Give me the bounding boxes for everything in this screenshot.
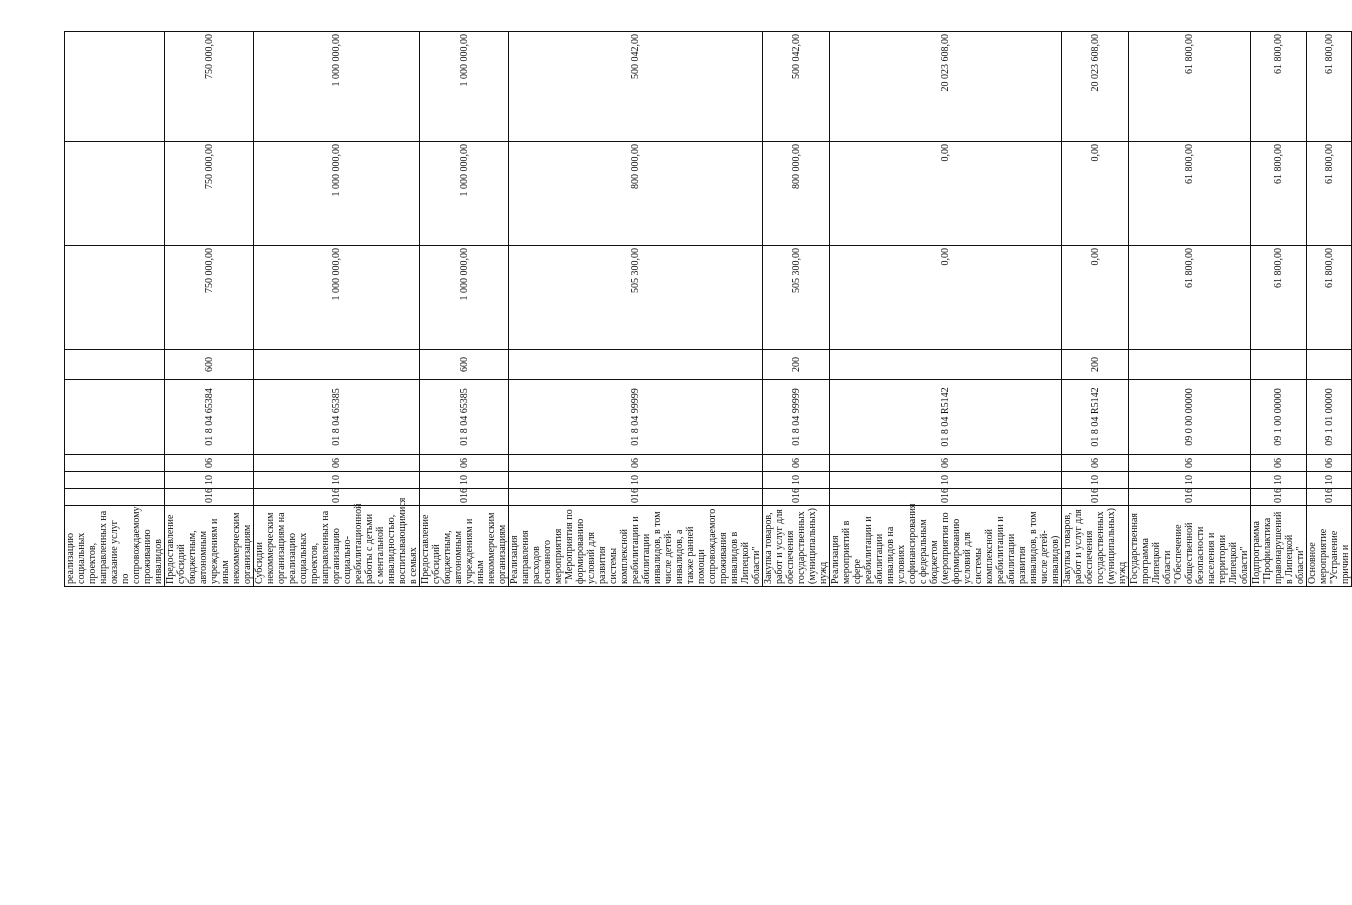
expense-type	[830, 350, 1062, 380]
admin-code: 016	[254, 489, 420, 506]
amount-year-1: 0,00	[1062, 246, 1129, 350]
table-row	[1251, 32, 1307, 587]
subsection-code: 06	[420, 455, 509, 472]
subsection-code: 06	[830, 455, 1062, 472]
section-code: 10	[763, 472, 830, 489]
amount-year-1: 0,00	[830, 246, 1062, 350]
amount-year-2: 61 800,00	[1307, 142, 1352, 246]
amount-year-2: 0,00	[1062, 142, 1129, 246]
amount-year-1: 1 000 000,00	[420, 246, 509, 350]
table-row	[763, 32, 830, 587]
row-description: Закупка товаров, работ и услуг для обеспечения государственных (муниципальных) нужд	[1062, 506, 1129, 587]
expense-type: 200	[1062, 350, 1129, 380]
row-description: Реализация направления расходов основного мероприятия "Мероприятия по формированию условий для развития системы комплексной реабилитации и абилитации инвалидов, в том числе детей-инвалидов, а также ранней помощи сопровождаемого проживания инвалидов в Липецкой области"	[509, 506, 763, 587]
amount-year-1: 61 800,00	[1129, 246, 1251, 350]
admin-code: 016	[420, 489, 509, 506]
target-article: 01 8 04 R5142	[1062, 380, 1129, 455]
amount-year-3: 61 800,00	[1251, 32, 1307, 142]
table-row	[65, 32, 165, 587]
row-description: Реализация мероприятий в сфере реабилитации и абилитации инвалидов на условиях софинансирования с федеральным бюджетом (мероприятия по формированию условий для системы комплексной реабилитации и абилитации развития инвалидов, в том числе детей-инвалидов)	[830, 506, 1062, 587]
amount-year-3: 61 800,00	[1129, 32, 1251, 142]
section-code	[65, 472, 165, 489]
admin-code: 016	[1062, 489, 1129, 506]
amount-year-3: 500 042,00	[763, 32, 830, 142]
row-description: Государственная программа Липецкой области "Обеспечение общественной безопасности населения и территории Липецкой области"	[1129, 506, 1251, 587]
admin-code: 016	[763, 489, 830, 506]
expense-type: 200	[763, 350, 830, 380]
target-article: 09 1 01 00000	[1307, 380, 1352, 455]
target-article: 09 1 00 00000	[1251, 380, 1307, 455]
amount-year-1: 1 000 000,00	[254, 246, 420, 350]
subsection-code: 06	[763, 455, 830, 472]
expense-type	[1307, 350, 1352, 380]
amount-year-2: 61 800,00	[1129, 142, 1251, 246]
amount-year-3	[65, 32, 165, 142]
section-code: 10	[509, 472, 763, 489]
admin-code: 016	[509, 489, 763, 506]
table-row	[1129, 32, 1251, 587]
target-article: 01 8 04 99999	[509, 380, 763, 455]
expense-type	[1129, 350, 1251, 380]
expense-type	[1251, 350, 1307, 380]
expense-type	[254, 350, 420, 380]
budget-table	[64, 31, 1352, 587]
amount-year-2: 0,00	[830, 142, 1062, 246]
subsection-code: 06	[1307, 455, 1352, 472]
expense-type: 600	[420, 350, 509, 380]
row-description: Основное мероприятие "Устранение причин и	[1307, 506, 1352, 587]
subsection-code: 06	[254, 455, 420, 472]
amount-year-2: 750 000,00	[165, 142, 254, 246]
amount-year-2: 1 000 000,00	[254, 142, 420, 246]
section-code: 10	[165, 472, 254, 489]
admin-code: 016	[1307, 489, 1352, 506]
expense-type	[509, 350, 763, 380]
section-code: 10	[1307, 472, 1352, 489]
amount-year-3: 20 023 608,00	[1062, 32, 1129, 142]
amount-year-2	[65, 142, 165, 246]
table-row	[509, 32, 763, 587]
table-row	[254, 32, 420, 587]
amount-year-1: 61 800,00	[1251, 246, 1307, 350]
subsection-code: 06	[1062, 455, 1129, 472]
amount-year-1: 505 300,00	[509, 246, 763, 350]
row-description: реализацию социальных проектов, направленных на оказание услуг по сопровождаемому проживанию инвалидов	[65, 506, 165, 587]
target-article: 01 8 04 65385	[254, 380, 420, 455]
table-row	[420, 32, 509, 587]
section-code: 10	[254, 472, 420, 489]
row-description: Закупка товаров, работ и услуг для обеспечения государственных (муниципальных) нужд	[763, 506, 830, 587]
target-article: 09 0 00 00000	[1129, 380, 1251, 455]
expense-type	[65, 350, 165, 380]
admin-code: 016	[1129, 489, 1251, 506]
amount-year-1: 505 300,00	[763, 246, 830, 350]
amount-year-3: 750 000,00	[165, 32, 254, 142]
table-row	[165, 32, 254, 587]
admin-code	[65, 489, 165, 506]
target-article: 01 8 04 65385	[420, 380, 509, 455]
amount-year-2: 1 000 000,00	[420, 142, 509, 246]
table-row	[830, 32, 1062, 587]
admin-code: 016	[165, 489, 254, 506]
table-row	[1062, 32, 1129, 587]
amount-year-1: 750 000,00	[165, 246, 254, 350]
admin-code: 016	[830, 489, 1062, 506]
section-code: 10	[1062, 472, 1129, 489]
target-article: 01 8 04 65384	[165, 380, 254, 455]
target-article: 01 8 04 R5142	[830, 380, 1062, 455]
subsection-code: 06	[165, 455, 254, 472]
row-description: Подпрограмма "Профилактика правонарушений в Липецкой области"	[1251, 506, 1307, 587]
target-article: 01 8 04 99999	[763, 380, 830, 455]
amount-year-3: 500 042,00	[509, 32, 763, 142]
section-code: 10	[420, 472, 509, 489]
row-description: Предоставление субсидий бюджетным, автономным учреждениям и иным некоммерческим организациям	[420, 506, 509, 587]
amount-year-2: 800 000,00	[509, 142, 763, 246]
table-row	[1307, 32, 1352, 587]
rotated-table-wrapper	[64, 32, 1351, 587]
amount-year-1	[65, 246, 165, 350]
admin-code: 016	[1251, 489, 1307, 506]
amount-year-3: 61 800,00	[1307, 32, 1352, 142]
expense-type: 600	[165, 350, 254, 380]
section-code: 10	[830, 472, 1062, 489]
subsection-code: 06	[509, 455, 763, 472]
subsection-code	[65, 455, 165, 472]
amount-year-2: 800 000,00	[763, 142, 830, 246]
section-code: 10	[1251, 472, 1307, 489]
target-article	[65, 380, 165, 455]
amount-year-3: 1 000 000,00	[254, 32, 420, 142]
subsection-code: 06	[1251, 455, 1307, 472]
amount-year-3: 20 023 608,00	[830, 32, 1062, 142]
section-code: 10	[1129, 472, 1251, 489]
amount-year-3: 1 000 000,00	[420, 32, 509, 142]
subsection-code: 06	[1129, 455, 1251, 472]
amount-year-1: 61 800,00	[1307, 246, 1352, 350]
amount-year-2: 61 800,00	[1251, 142, 1307, 246]
row-description: Субсидии некоммерческим организациям на реализацию социальных проектов, направленных на организацию социально-реабилитационной работы с детьми с ментальной инвалидностью, воспитывающимися в семьях	[254, 506, 420, 587]
row-description: Предоставление субсидий бюджетным, автономным учреждениям и иным некоммерческим организациям	[165, 506, 254, 587]
